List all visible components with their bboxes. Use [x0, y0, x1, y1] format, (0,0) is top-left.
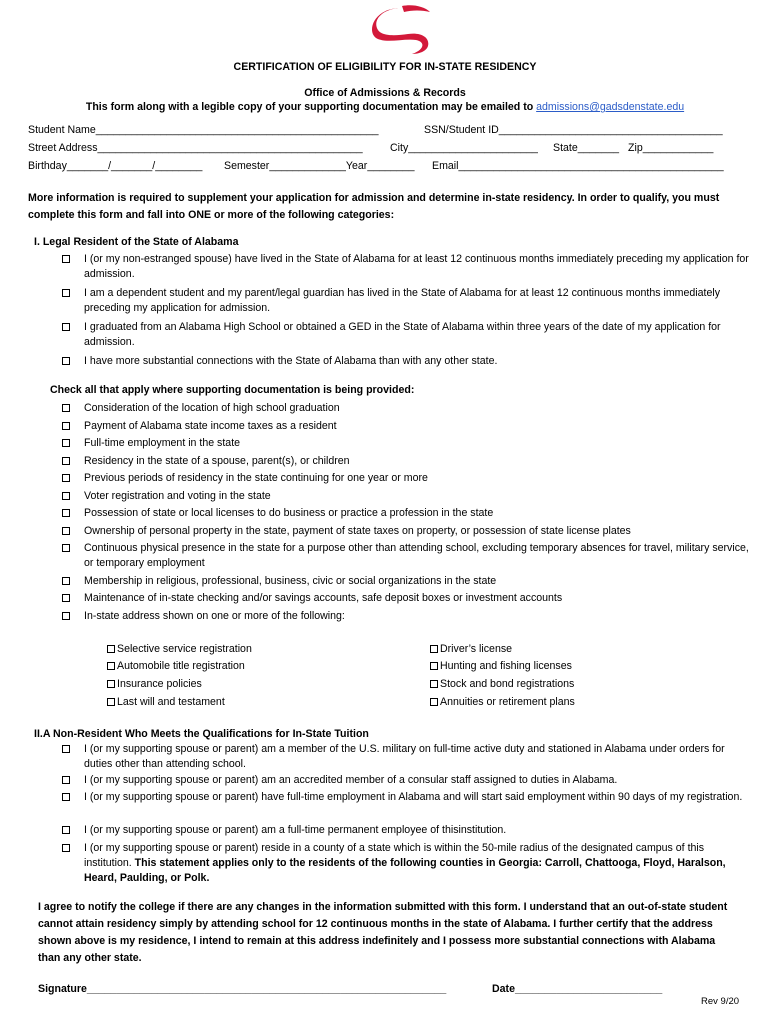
option-text: Selective service registration [117, 643, 252, 655]
option-text: I (or my supporting spouse or parent) have full-time employment in Alabama and will start said employment within 90 days of my registration. [84, 791, 743, 803]
option-text: Hunting and fishing licenses [440, 660, 572, 672]
option-text: I have more substantial connections with the State of Alabama than with any other state. [84, 355, 498, 367]
checkbox[interactable] [62, 289, 70, 297]
checkbox[interactable] [62, 776, 70, 784]
option-text [84, 841, 752, 886]
checkbox[interactable] [430, 645, 438, 653]
option-text: Stock and bond registrations [440, 678, 575, 690]
sub-option [107, 696, 225, 708]
student-name-field[interactable]: Student Name________________________________________________ [28, 124, 379, 136]
option-text: Automobile title registration [117, 660, 245, 672]
sub-option [107, 643, 252, 655]
checkbox[interactable] [107, 662, 115, 670]
revision-label: Rev 9/20 [701, 996, 740, 1007]
birthday-field[interactable]: Birthday_______/_______/________ [28, 160, 203, 172]
street-address-field[interactable]: Street Address_____________________________________________ [28, 142, 363, 154]
checkbox[interactable] [62, 527, 70, 535]
checkbox[interactable] [62, 509, 70, 517]
option-text: Continuous physical presence in the state for a purpose other than attending school, excluding temporary absences for travel, military service, or temporary employment [84, 542, 749, 569]
checkbox[interactable] [62, 357, 70, 365]
zip-field[interactable]: Zip____________ [628, 142, 714, 154]
checkbox[interactable] [62, 439, 70, 447]
option-text: I (or my supporting spouse or parent) am an accredited member of a consular staff assigned to duties in Alabama. [84, 774, 618, 786]
option-text: I (or my supporting spouse or parent) am a full-time permanent employee of thisinstitution. [84, 824, 507, 836]
agreement-paragraph: I agree to notify the college if there are any changes in the information submitted with this form. I understand that an out-of-state student cannot attain residency simply by attending school for 12 continuous months in the state of Alabama. I further certify that the address shown above is my residence, I intend to remain at this address indefinitely and I possess more substantial connections with Alabama than any other state. [38, 901, 728, 964]
option-text: I am a dependent student and my parent/legal guardian has lived in the State of Alabama for at least 12 continuous months immediately preceding my application for admission. [84, 287, 721, 314]
checkbox[interactable] [62, 594, 70, 602]
city-field[interactable]: City______________________ [390, 142, 538, 154]
checkbox[interactable] [62, 793, 70, 801]
option-text: Ownership of personal property in the state, payment of state taxes on property, or possession of state license plates [84, 525, 631, 537]
checkbox[interactable] [430, 680, 438, 688]
documentation-heading: Check all that apply where supporting documentation is being provided: [50, 384, 415, 396]
option-text: Residency in the state of a spouse, parent(s), or children [84, 455, 350, 467]
option-text: Driver’s license [440, 643, 513, 655]
admissions-email-link[interactable]: admissions@gadsdenstate.edu [536, 101, 685, 113]
signature-line[interactable]: Signature_____________________________________________________________ [38, 983, 447, 995]
option-text: In-state address shown on one or more of the following: [84, 610, 345, 622]
option-text-regular: I (or my supporting spouse or parent) reside in a county of a state which is within the 50-mile radius of the designated campus of this institution. [84, 842, 705, 869]
date-line[interactable]: Date_________________________ [492, 983, 663, 995]
state-field[interactable]: State_______ [553, 142, 619, 154]
residency-option [62, 252, 752, 284]
residency-option [62, 286, 752, 318]
option-text: Membership in religious, professional, business, civic or social organizations in the state [84, 575, 497, 587]
option-text: Payment of Alabama state income taxes as a resident [84, 420, 337, 432]
checkbox[interactable] [62, 544, 70, 552]
georgia-counties-note: This statement applies only to the residents of the following counties in Georgia: Carroll, Chattooga, Floyd, Haralson, Heard, Paulding, or Polk. [84, 857, 726, 884]
checkbox[interactable] [62, 422, 70, 430]
checkbox[interactable] [430, 662, 438, 670]
checkbox[interactable] [62, 492, 70, 500]
email-field[interactable]: Email_____________________________________________ [432, 160, 724, 172]
checkbox[interactable] [62, 457, 70, 465]
checkbox[interactable] [430, 698, 438, 706]
ssn-field[interactable]: SSN/Student ID______________________________________ [424, 124, 723, 136]
option-text: Insurance policies [117, 678, 202, 690]
sub-option [430, 696, 575, 708]
sub-option [430, 660, 572, 672]
instruction-line [0, 101, 770, 113]
checkbox[interactable] [62, 844, 70, 852]
checkbox[interactable] [107, 680, 115, 688]
option-text: Full-time employment in the state [84, 437, 241, 449]
option-text: I graduated from an Alabama High School or obtained a GED in the State of Alabama within three years of the date of my application for admission. [84, 321, 721, 348]
checkbox[interactable] [107, 645, 115, 653]
checkbox[interactable] [62, 826, 70, 834]
checkbox[interactable] [62, 577, 70, 585]
option-text: Voter registration and voting in the state [84, 490, 271, 502]
sub-option [430, 643, 512, 655]
checkbox[interactable] [62, 404, 70, 412]
residency-option [62, 354, 752, 370]
sub-option [107, 678, 202, 690]
option-text: I (or my supporting spouse or parent) am a member of the U.S. military on full-time active duty and stationed in Alabama under orders for duties other than attending school. [84, 743, 725, 770]
office-name: Office of Admissions & Records [304, 87, 466, 99]
option-text: Possession of state or local licenses to do business or practice a profession in the state [84, 507, 494, 519]
option-text: Consideration of the location of high school graduation [84, 402, 340, 414]
option-text: I (or my non-estranged spouse) have lived in the State of Alabama for at least 12 continuous months immediately preceding my application for admission. [84, 253, 749, 280]
option-text: Previous periods of residency in the state continuing for one year or more [84, 472, 428, 484]
section1-heading: I. Legal Resident of the State of Alabama [34, 236, 239, 248]
checkbox[interactable] [62, 255, 70, 263]
college-logo [368, 4, 436, 54]
semester-year-field[interactable]: Semester_____________Year________ [224, 160, 415, 172]
checkbox[interactable] [62, 745, 70, 753]
option-text: Last will and testament [117, 696, 225, 708]
checkbox[interactable] [62, 323, 70, 331]
option-text: Maintenance of in-state checking and/or savings accounts, safe deposit boxes or investment accounts [84, 592, 563, 604]
checkbox[interactable] [62, 612, 70, 620]
form-title: CERTIFICATION OF ELIGIBILITY FOR IN-STATE RESIDENCY [233, 61, 537, 73]
checkbox[interactable] [62, 474, 70, 482]
section2-heading: II.A Non-Resident Who Meets the Qualifications for In-State Tuition [34, 728, 369, 740]
instruction-text: This form along with a legible copy of your supporting documentation may be emailed to [85, 101, 537, 113]
residency-option [62, 320, 752, 352]
option-text: Annuities or retirement plans [440, 696, 575, 708]
sub-option [430, 678, 574, 690]
sub-option [107, 660, 245, 672]
checkbox[interactable] [107, 698, 115, 706]
intro-paragraph: More information is required to supplement your application for admission and determine in-state residency. In order to qualify, you must complete this form and fall into ONE or more of the following categories: [28, 192, 720, 221]
